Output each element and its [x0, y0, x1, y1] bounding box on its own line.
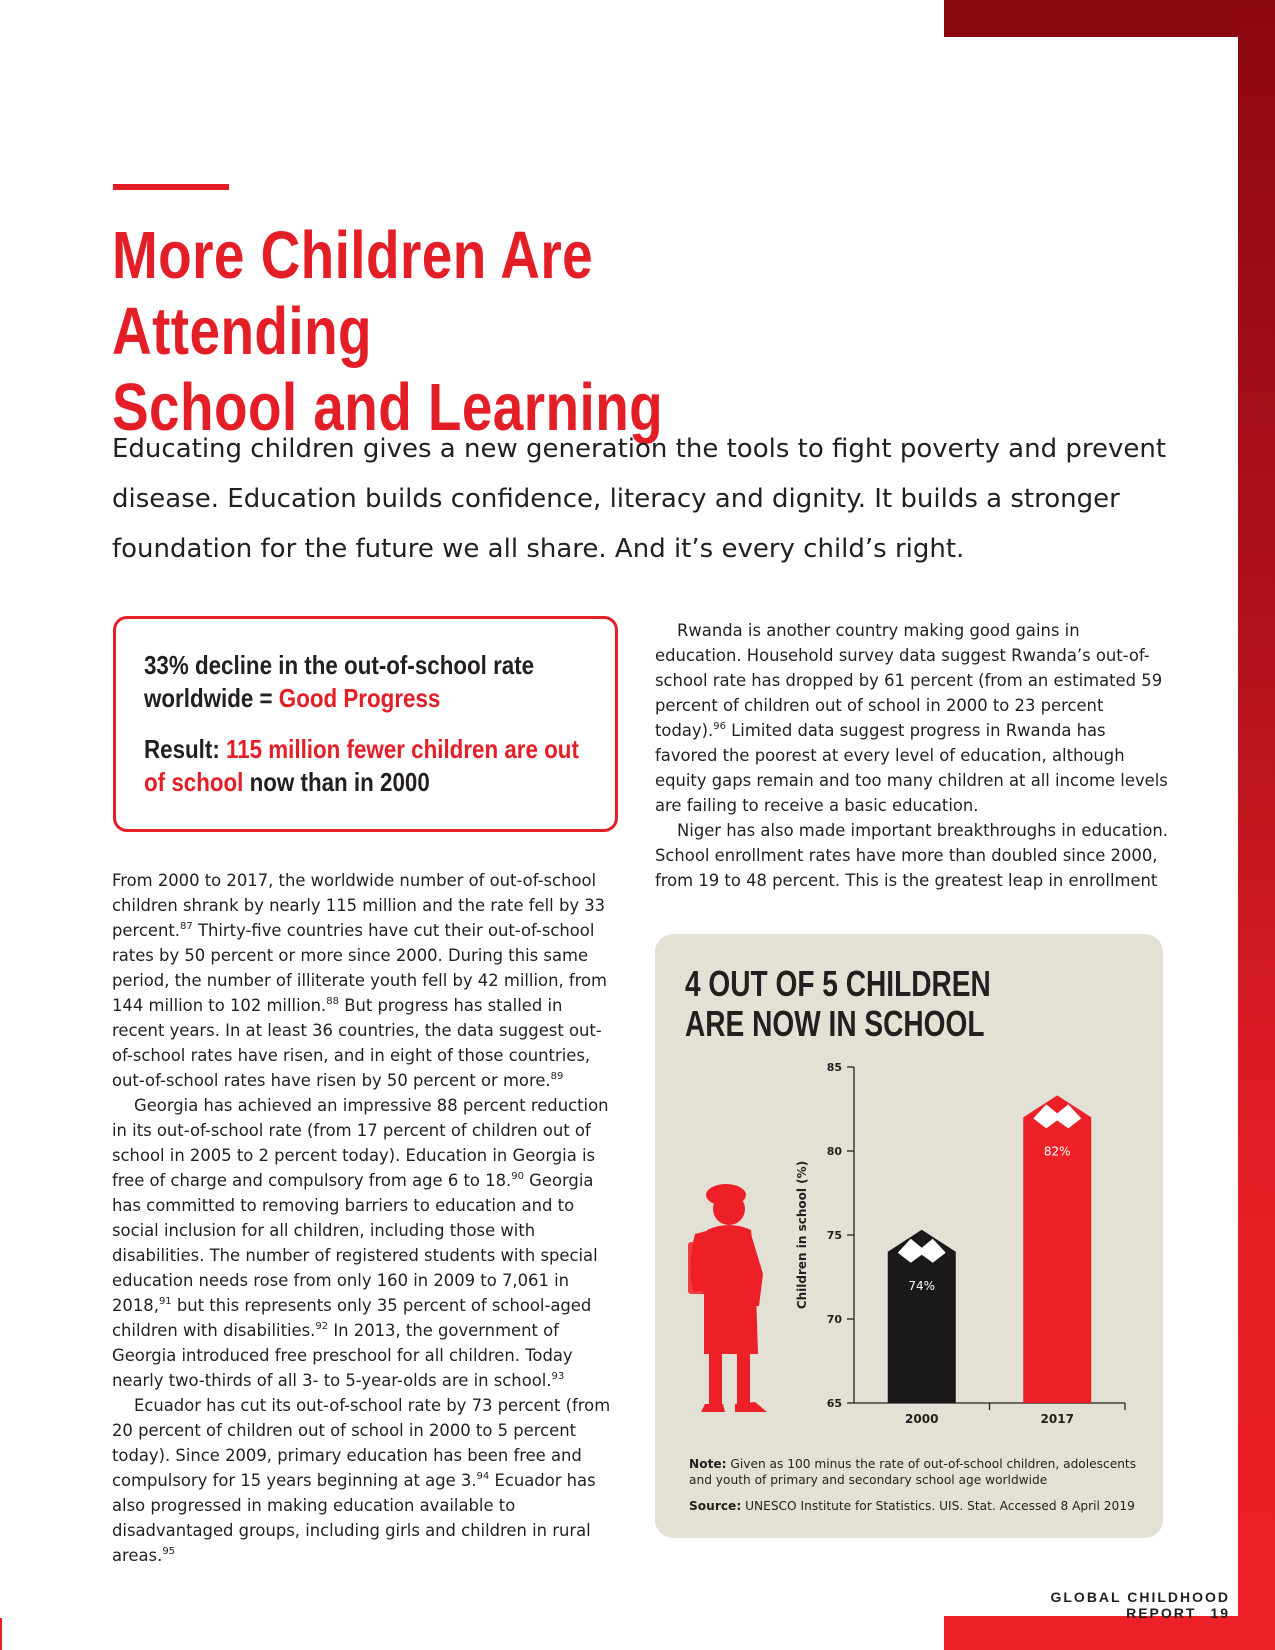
paragraph-niger: Niger has also made important breakthroughs in education. School enrollment rates have more than doubled since 2000, from 19 to 48 percent. This is the greatest leap in enrollment	[655, 821, 1168, 890]
lead-paragraph: Educating children gives a new generation the tools to fight poverty and prevent disease. Education builds confidence, literacy and dignity. It builds a stronger foundation for the future we all share. And it’s every child’s right.	[112, 434, 1167, 564]
text-run: Ecuador has also progressed in making education available to disadvantaged groups, including girls and children in rural areas.	[112, 1471, 596, 1565]
page-footer	[970, 1589, 1230, 1621]
chart-source	[689, 1498, 1139, 1514]
text-run: Thirty-five countries have cut their out-of-school rates by 50 percent or more since 2000. During this same period, the number of illiterate youth fell by 42 million, from 144 million to 102 million.	[112, 921, 608, 1015]
chart-title-line-1: 4 OUT OF 5 CHILDREN	[685, 963, 991, 1004]
y-tick-label: 65	[826, 1397, 842, 1410]
footnote-ref: 96	[713, 721, 726, 732]
callout-good-progress: Good Progress	[278, 683, 441, 713]
source-text: UNESCO Institute for Statistics. UIS. Stat. Accessed 8 April 2019	[741, 1499, 1135, 1513]
y-tick-label: 85	[826, 1061, 842, 1074]
page-title	[112, 218, 784, 446]
x-tick-label-2000: 2000	[905, 1412, 939, 1426]
footnote-ref: 90	[511, 1171, 524, 1182]
page-number: 19	[1210, 1605, 1230, 1621]
text-run: but this represents only 35 percent of school-aged children with disabilities.	[112, 1296, 592, 1340]
x-tick-label-2017: 2017	[1040, 1412, 1074, 1426]
text-run: In 2013, the government of Georgia introduced free preschool for all children. Today nearly two-thirds of all 3- to 5-year-olds are in school.	[112, 1321, 573, 1390]
left-edge-mark	[0, 1618, 2, 1650]
callout-box	[113, 616, 618, 832]
text-run: Ecuador has cut its out-of-school rate by 73 percent (from 20 percent of children out of school in 2000 to 5 percent today). Since 2009, primary education has been free and compulsory for 15 years beginning at age 3.	[112, 1396, 611, 1490]
text-run: Georgia has achieved an impressive 88 percent reduction in its out-of-school rate (from 17 percent of children out of school in 2005 to 2 percent today). Education in Georgia is free of charge and compulsory from age 6 to 18.	[112, 1096, 609, 1190]
callout-decline	[144, 649, 591, 715]
callout-decline-text: 33% decline in the out-of-school rate worldwide =	[144, 650, 535, 713]
note-label: Note:	[689, 1457, 727, 1471]
footnote-ref: 88	[326, 996, 340, 1007]
bar-value-label-2000: 74%	[908, 1278, 936, 1293]
footnote-ref: 95	[162, 1546, 176, 1557]
right-text-column	[655, 618, 1170, 893]
footnote-ref: 94	[476, 1471, 490, 1482]
chart-panel	[655, 934, 1163, 1538]
top-color-tab	[944, 0, 1238, 37]
text-run: Georgia has committed to removing barriers to education and to social inclusion for all children, including those with disabilities. The number of registered students with special education needs rose from only 160 in 2009 to 7,061 in 2018,	[112, 1171, 598, 1315]
note-text: Given as 100 minus the rate of out-of-school children, adolescents and youth of primary and secondary school age worldwide	[689, 1457, 1137, 1487]
footnote-ref: 91	[158, 1296, 172, 1307]
paragraph-worldwide	[112, 868, 618, 1093]
y-tick-label: 70	[826, 1313, 842, 1326]
bottom-color-tab	[944, 1616, 1238, 1650]
text-run: From 2000 to 2017, the worldwide number of out-of-school children shrank by nearly 115 million and the rate fell by 33 percent.	[112, 871, 606, 940]
footnote-ref: 89	[550, 1071, 564, 1082]
page-title-line-2: School and Learning	[112, 370, 664, 445]
paragraph-georgia	[112, 1093, 618, 1393]
footnote-ref: 87	[180, 921, 193, 932]
bar-value-label-2017: 82%	[1043, 1144, 1071, 1159]
y-tick-label: 75	[826, 1229, 842, 1242]
chart-title-line-2: ARE NOW IN SCHOOL	[685, 1003, 985, 1044]
text-run: Limited data suggest progress in Rwanda has favored the poorest at every level of education, although equity gaps remain and too many children at all income levels are failing to receive a basic education.	[655, 721, 1168, 815]
callout-result-tail: now than in 2000	[243, 767, 430, 797]
bar-2017	[1023, 1095, 1091, 1403]
bar-chart	[655, 934, 1163, 1454]
text-run: But progress has stalled in recent years. In at least 36 countries, the data suggest out-of-school rates have risen, and in eight of those countries, out-of-school rates have risen by 50 percent or more.	[112, 996, 602, 1090]
paragraph-ecuador	[112, 1393, 618, 1568]
callout-result-highlight: 115 million fewer children are out of school	[144, 734, 579, 797]
y-tick-label: 80	[826, 1145, 842, 1158]
chart-note	[689, 1456, 1139, 1488]
source-label: Source:	[689, 1499, 742, 1513]
title-accent-rule	[113, 184, 229, 190]
page-title-line-1: More Children Are Attending	[112, 218, 594, 369]
y-axis-title: Children in school (%)	[795, 1160, 809, 1310]
chart-notes	[689, 1456, 1139, 1514]
callout-result	[144, 733, 591, 799]
child-silhouette-icon	[688, 1184, 767, 1412]
text-run: Rwanda is another country making good gains in education. Household survey data suggest Rwanda’s out-of-school rate has dropped by 61 percent (from an estimated 59 percent of children out of school in 2000 to 23 percent today).	[655, 621, 1163, 740]
callout-result-label: Result:	[144, 734, 226, 764]
footnote-ref: 92	[315, 1321, 329, 1332]
page-edge-band	[1238, 0, 1275, 1650]
paragraph-rwanda	[655, 618, 1170, 818]
footnote-ref: 93	[551, 1371, 565, 1382]
bar-2000	[888, 1230, 956, 1403]
left-text-column	[112, 868, 618, 1568]
footer-report-title: GLOBAL CHILDHOOD REPORT	[1050, 1589, 1230, 1621]
